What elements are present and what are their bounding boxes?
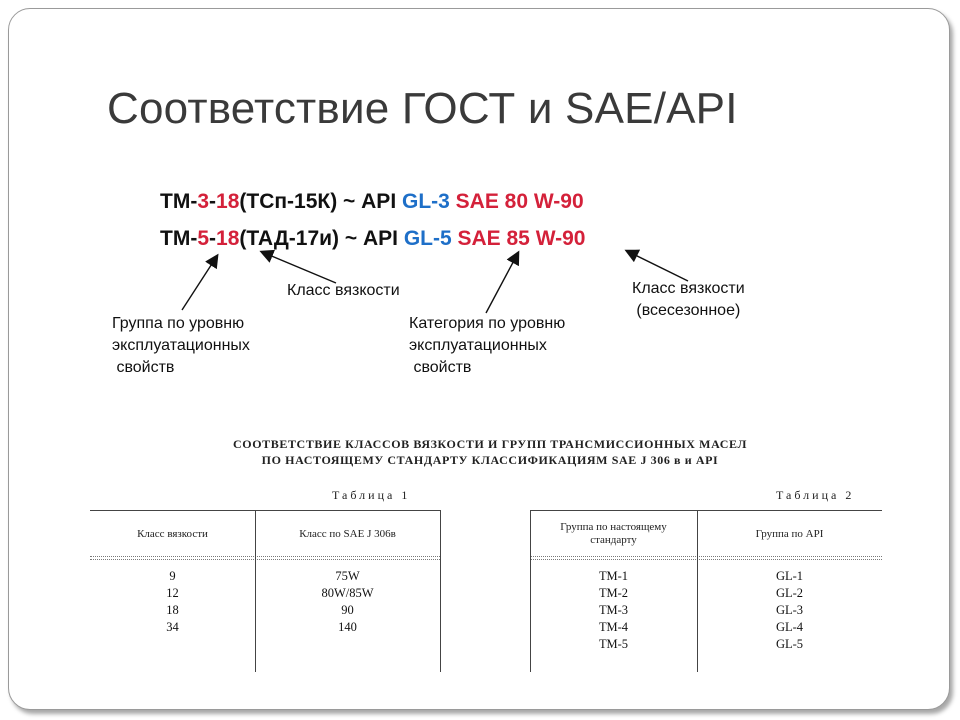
- table1-cell: 18: [166, 603, 179, 617]
- table2-cell: GL-3: [775, 603, 804, 617]
- table2-header-divider: [530, 556, 882, 557]
- annotation-group: [112, 313, 250, 379]
- formula2-part: GL-5: [403, 227, 452, 250]
- formula2-part: ТМ-: [160, 227, 198, 250]
- table2-cell: GL-1: [775, 569, 804, 583]
- table-heading-line: СООТВЕТСТВИЕ КЛАССОВ ВЯЗКОСТИ И ГРУПП ТРАНСМИССИОННЫХ МАСЕЛ: [233, 437, 747, 451]
- formula1-part: GL-3: [401, 190, 450, 213]
- formula2-part: SAE 85 W-90: [451, 227, 586, 250]
- formula2-part: 18: [216, 227, 240, 250]
- table2-label: Таблица 2: [776, 488, 855, 502]
- table1-header-divider: [90, 556, 440, 557]
- formula2-part: 5: [197, 227, 210, 250]
- annotation-group-line: эксплуатационных: [112, 337, 250, 354]
- annotation-viscosity-allseason-line: (всесезонное): [636, 302, 741, 319]
- table1-cell: 140: [338, 620, 357, 634]
- arrow-viscosity-all: [627, 251, 688, 281]
- table1-cell: 80W/85W: [321, 586, 374, 600]
- formula1-part: -: [209, 190, 217, 213]
- table2-header-line: Группа по настоящему: [560, 521, 667, 533]
- annotation-category-line: свойств: [409, 359, 472, 376]
- table2-cell: GL-4: [775, 620, 804, 634]
- formula2-part: -: [209, 227, 217, 250]
- arrow-group: [182, 256, 217, 310]
- formula1-part: 18: [216, 190, 240, 213]
- table2-top-border: [530, 510, 882, 511]
- formula1-part: 3: [197, 190, 210, 213]
- table2-cell: ТМ-5: [599, 637, 628, 651]
- annotation-group-line: свойств: [112, 359, 175, 376]
- table1-cell: 9: [169, 569, 176, 583]
- table2-header-line: стандарту: [590, 534, 637, 546]
- table1-cell: 12: [166, 586, 179, 600]
- table-heading-line: ПО НАСТОЯЩЕМУ СТАНДАРТУ КЛАССИФИКАЦИЯМ SAE J 306 в и API: [261, 453, 719, 467]
- table2-header-cell: Группа по API: [755, 528, 824, 540]
- annotation-category: [409, 313, 565, 379]
- annotation-category-line: эксплуатационных: [409, 337, 547, 354]
- table1-top-border: [90, 510, 440, 511]
- table2-cell: ТМ-1: [599, 569, 628, 583]
- annotation-viscosity-allseason: [632, 278, 745, 322]
- formula2-part: (ТАД-17и) ~ API: [239, 227, 404, 250]
- table1-header-cell: Класс по SAE J 306в: [299, 528, 396, 540]
- table2-cell: ТМ-3: [599, 603, 628, 617]
- formula1-part: ТМ-: [160, 190, 198, 213]
- slide-title: Соответствие ГОСТ и SAE/API: [107, 84, 738, 133]
- annotation-group-line: Группа по уровню: [112, 315, 245, 332]
- annotation-viscosity-class: Класс вязкости: [287, 282, 400, 299]
- table2-cell: GL-5: [775, 637, 804, 651]
- table1-right-border: [440, 510, 441, 672]
- table2-header-divider: [530, 559, 882, 560]
- table1-cell: 90: [341, 603, 354, 617]
- table1-cell: 75W: [335, 569, 360, 583]
- formula1-part: SAE 80 W-90: [449, 190, 584, 213]
- table2-header-cell: [530, 521, 697, 547]
- table1-label: Таблица 1: [332, 488, 411, 502]
- arrow-viscosity: [262, 252, 336, 283]
- table1-header-divider: [90, 559, 440, 560]
- table2-cell: ТМ-4: [599, 620, 628, 634]
- formula1-part: (ТСп-15К) ~ API: [239, 190, 402, 213]
- table2-cell: ТМ-2: [599, 586, 628, 600]
- table2-cell: GL-2: [775, 586, 804, 600]
- table-heading: [160, 436, 820, 468]
- annotation-category-line: Категория по уровню: [409, 315, 566, 332]
- table1-cell: 34: [166, 620, 179, 634]
- annotation-viscosity-allseason-line: Класс вязкости: [632, 280, 745, 297]
- arrow-category: [486, 253, 518, 313]
- table1-header-cell: Класс вязкости: [137, 528, 208, 540]
